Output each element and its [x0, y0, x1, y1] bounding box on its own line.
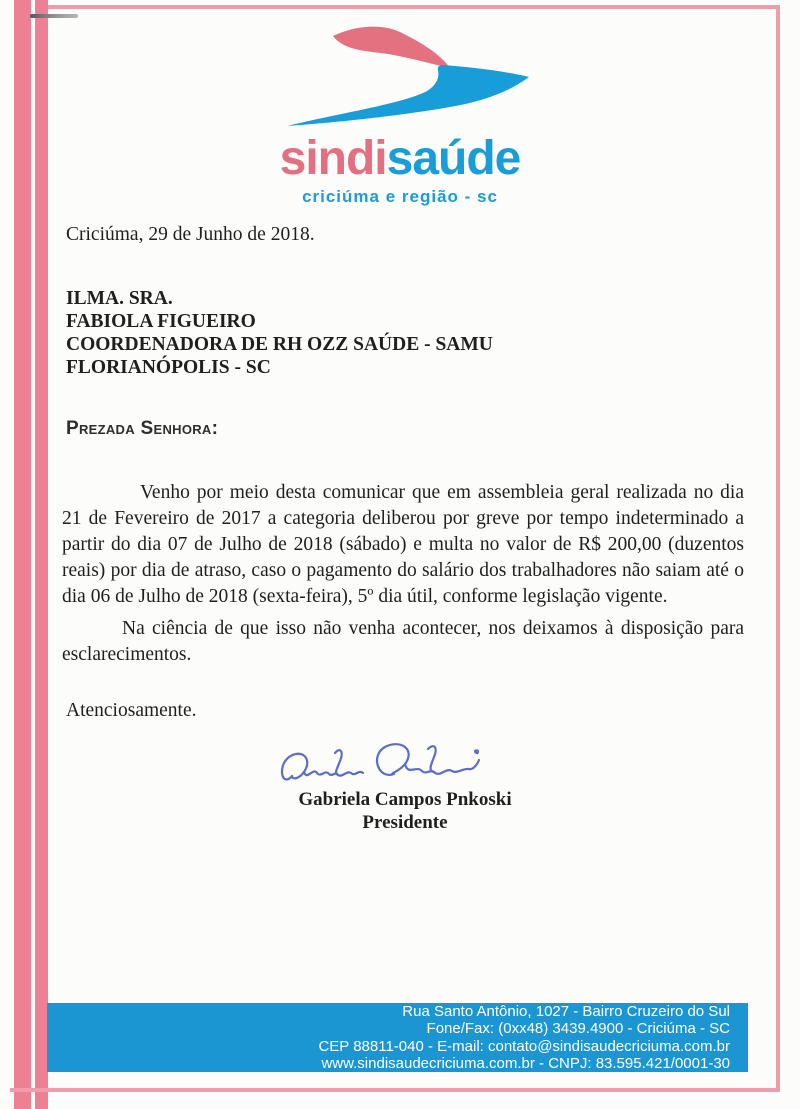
recipient-line-city: FLORIANÓPOLIS - SC — [66, 357, 271, 378]
brand-wordmark-saude: saúde — [386, 132, 521, 185]
footer-email-line: CEP 88811-040 - E-mail: contato@sindisaudecriciuma.com.br — [318, 1037, 730, 1055]
signer-title: Presidente — [362, 811, 448, 833]
closing-line: Atenciosamente. — [66, 700, 197, 721]
recipient-line-name: FABIOLA FIGUEIRO — [66, 311, 256, 332]
date-line: Criciúma, 29 de Junho de 2018. — [66, 224, 315, 245]
signer-name: Gabriela Campos Pnkoski — [298, 789, 512, 810]
salutation: Prezada Senhora: — [66, 418, 219, 439]
footer-contact-bar — [47, 1003, 748, 1072]
recipient-line-honorific: ILMA. SRA. — [66, 288, 173, 309]
footer-address-line: Rua Santo Antônio, 1027 - Bairro Cruzeiro do Sul — [402, 1002, 730, 1020]
sindisaude-swoosh-logo-icon — [280, 23, 530, 138]
brand-wordmark-sindi: sindi — [279, 132, 387, 185]
staple-mark — [30, 14, 78, 18]
body-paragraph-1: Venho por meio desta comunicar que em assembleia geral realizada no dia 21 de Fevereiro de 2017 a categoria deliberou por greve por tempo indeterminado a partir do dia 07 de Julho de 2018 (sábado) e multa no valor de R$ 200,00 (duzentos reais) por dia de atraso, caso o pagamento do salário dos trabalhadores não saiam até o dia 06 de Julho de 2018 (sexta-feira), 5º dia útil, conforme legislação vigente. — [62, 482, 744, 607]
recipient-line-role: COORDENADORA DE RH OZZ SAÚDE - SAMU — [66, 334, 493, 355]
footer-phone-line: Fone/Fax: (0xx48) 3439.4900 - Criciúma - SC — [426, 1020, 730, 1037]
brand-tagline: criciúma e região - sc — [302, 187, 498, 206]
brand-wordmark — [0, 134, 800, 184]
signature-block — [250, 789, 560, 834]
page-border-top — [48, 5, 778, 9]
recipient-block — [66, 287, 493, 379]
footer-website-cnpj-line: www.sindisaudecriciuma.com.br - CNPJ: 83.595.421/0001-30 — [321, 1055, 730, 1072]
body-paragraph-2: Na ciência de que isso não venha acontecer, nos deixamos à disposição para esclarecimentos. — [62, 618, 744, 665]
page-border-bottom — [10, 1088, 780, 1092]
